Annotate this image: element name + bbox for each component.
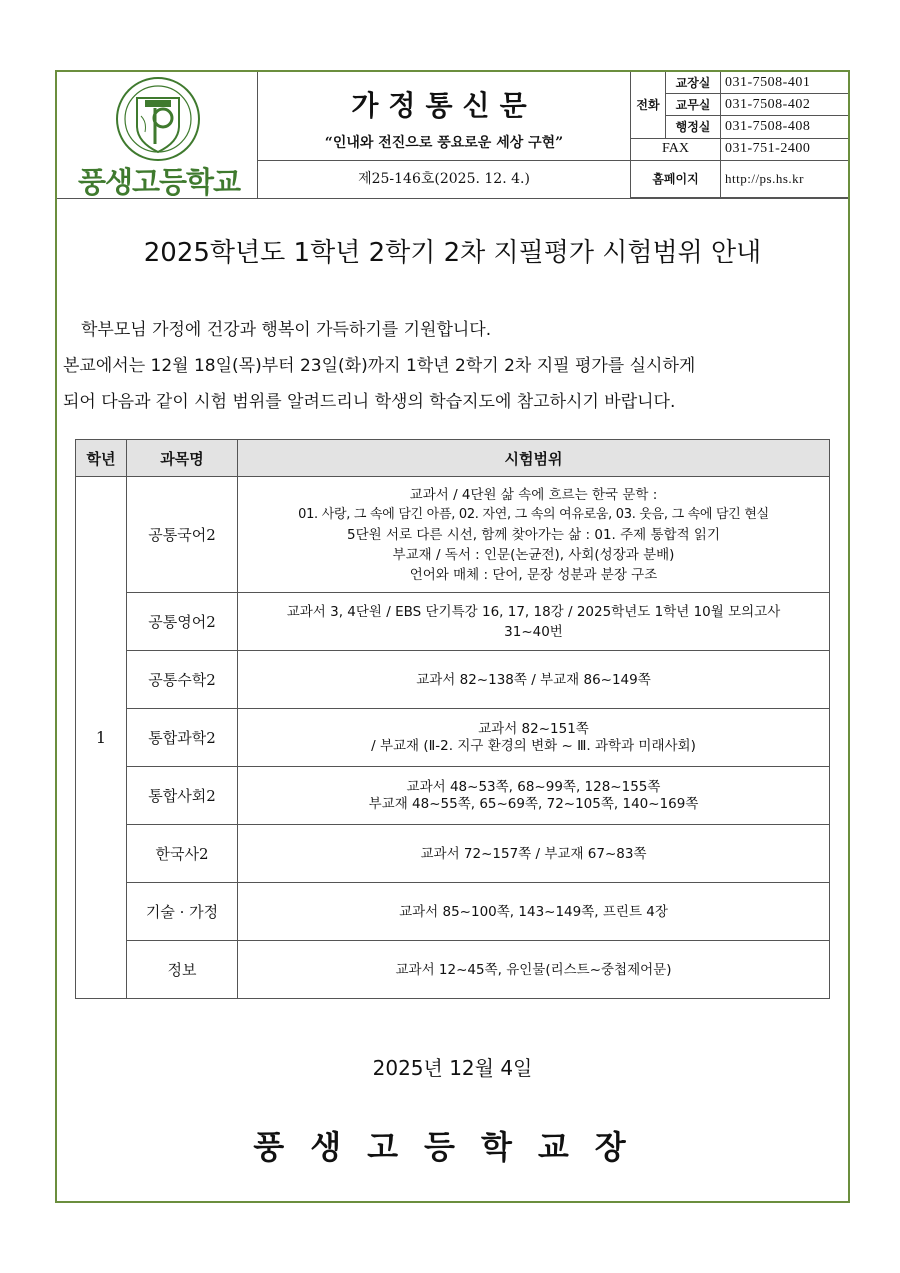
school-name: 풍생고등학교 xyxy=(77,165,241,199)
intro-paragraph xyxy=(63,312,843,420)
range-cell xyxy=(238,941,830,999)
newsletter-title: 가정통신문 xyxy=(351,89,537,122)
subject-cell: 공통영어2 xyxy=(127,593,238,651)
header-range: 시험범위 xyxy=(238,440,830,477)
table-row xyxy=(76,651,830,709)
range-line: 교과서 12~45쪽, 유인물(리스트~중첩제어문) xyxy=(395,961,672,978)
range-line: 교과서 / 4단원 삶 속에 흐르는 한국 문학 : xyxy=(409,486,658,503)
range-line: 교과서 82~138쪽 / 부교재 86~149쪽 xyxy=(416,671,651,688)
signature-issuer: 풍생고등학교장 xyxy=(253,1128,652,1166)
range-line: 교과서 48~53쪽, 68~99쪽, 128~155쪽 xyxy=(406,778,661,795)
range-line: 01. 사랑, 그 속에 담긴 아픔, 02. 자연, 그 속의 여유로움, 03. 웃음, 그 속에 담긴 현실 xyxy=(298,506,769,522)
letterhead xyxy=(57,72,848,199)
table-header-row xyxy=(76,440,830,477)
subject-cell: 공통국어2 xyxy=(127,477,238,593)
header-grade: 학년 xyxy=(76,440,127,477)
newsletter-page xyxy=(55,70,850,1203)
document-title: 2025학년도 1학년 2학기 2차 지필평가 시험범위 안내 xyxy=(143,238,762,268)
header-subject: 과목명 xyxy=(127,440,238,477)
homepage-link[interactable]: http://ps.hs.kr xyxy=(721,160,849,197)
range-line: 교과서 82~151쪽 xyxy=(478,720,589,737)
contact-label: 행정실 xyxy=(666,116,721,138)
grade-cell: 1 xyxy=(76,477,127,999)
range-cell xyxy=(238,651,830,709)
range-line: 언어와 매체 : 단어, 문장 성분과 분장 구조 xyxy=(409,566,658,583)
table-row xyxy=(76,477,830,593)
subject-cell: 기술 · 가정 xyxy=(127,883,238,941)
table-row xyxy=(76,825,830,883)
range-line: 5단원 서로 다른 시선, 함께 찾아가는 삶 : 01. 주제 통합적 읽기 xyxy=(346,526,720,543)
school-logo-block xyxy=(57,72,258,198)
range-cell xyxy=(238,709,830,767)
contact-number: 031-7508-401 xyxy=(721,72,849,94)
contact-table xyxy=(631,72,848,198)
range-cell xyxy=(238,883,830,941)
range-line: 31~40번 xyxy=(504,623,563,640)
range-cell xyxy=(238,825,830,883)
subject-cell: 정보 xyxy=(127,941,238,999)
subject-cell: 한국사2 xyxy=(127,825,238,883)
table-row xyxy=(76,883,830,941)
school-emblem-icon xyxy=(115,76,201,162)
range-cell xyxy=(238,767,830,825)
range-cell xyxy=(238,593,830,651)
table-row xyxy=(76,767,830,825)
range-cell xyxy=(238,477,830,593)
range-line: 교과서 85~100쪽, 143~149쪽, 프린트 4장 xyxy=(399,903,668,920)
table-row xyxy=(76,593,830,651)
exam-scope-table xyxy=(75,439,830,999)
subject-cell: 통합사회2 xyxy=(127,767,238,825)
intro-line: 본교에서는 12월 18일(목)부터 23일(화)까지 1학년 2학기 2차 지필 평가를 실시하게 xyxy=(63,356,696,376)
signature-date: 2025년 12월 4일 xyxy=(372,1056,533,1080)
subject-cell: 공통수학2 xyxy=(127,651,238,709)
newsletter-title-block xyxy=(258,72,631,161)
range-line: / 부교재 (Ⅱ-2. 지구 환경의 변화 ~ Ⅲ. 과학과 미래사회) xyxy=(371,737,696,754)
fax-number: 031-751-2400 xyxy=(721,138,849,160)
intro-line: 학부모님 가정에 건강과 행복이 가득하기를 기원합니다. xyxy=(81,320,492,340)
range-line: 교과서 3, 4단원 / EBS 단기특강 16, 17, 18강 / 2025학년도 1학년 10월 모의고사 xyxy=(286,603,781,620)
school-slogan: “인내와 전진으로 풍요로운 세상 구현” xyxy=(324,135,564,151)
range-line: 교과서 72~157쪽 / 부교재 67~83쪽 xyxy=(420,845,647,862)
contact-label: 교장실 xyxy=(666,72,721,94)
contact-number: 031-7508-402 xyxy=(721,94,849,116)
contact-number: 031-7508-408 xyxy=(721,116,849,138)
table-row xyxy=(76,709,830,767)
phone-label: 전화 xyxy=(631,72,666,138)
range-line: 부교재 48~55쪽, 65~69쪽, 72~105쪽, 140~169쪽 xyxy=(368,795,699,812)
contact-label: 교무실 xyxy=(666,94,721,116)
fax-label: FAX xyxy=(631,138,721,160)
subject-cell: 통합과학2 xyxy=(127,709,238,767)
range-line: 부교재 / 독서 : 인문(논균전), 사회(성장과 분배) xyxy=(392,546,675,563)
intro-line: 되어 다음과 같이 시험 범위를 알려드리니 학생의 학습지도에 참고하시기 바랍니다. xyxy=(63,392,676,412)
homepage-label: 홈페이지 xyxy=(631,160,721,197)
table-row xyxy=(76,941,830,999)
issue-number: 제25-146호(2025. 12. 4.) xyxy=(258,161,631,198)
